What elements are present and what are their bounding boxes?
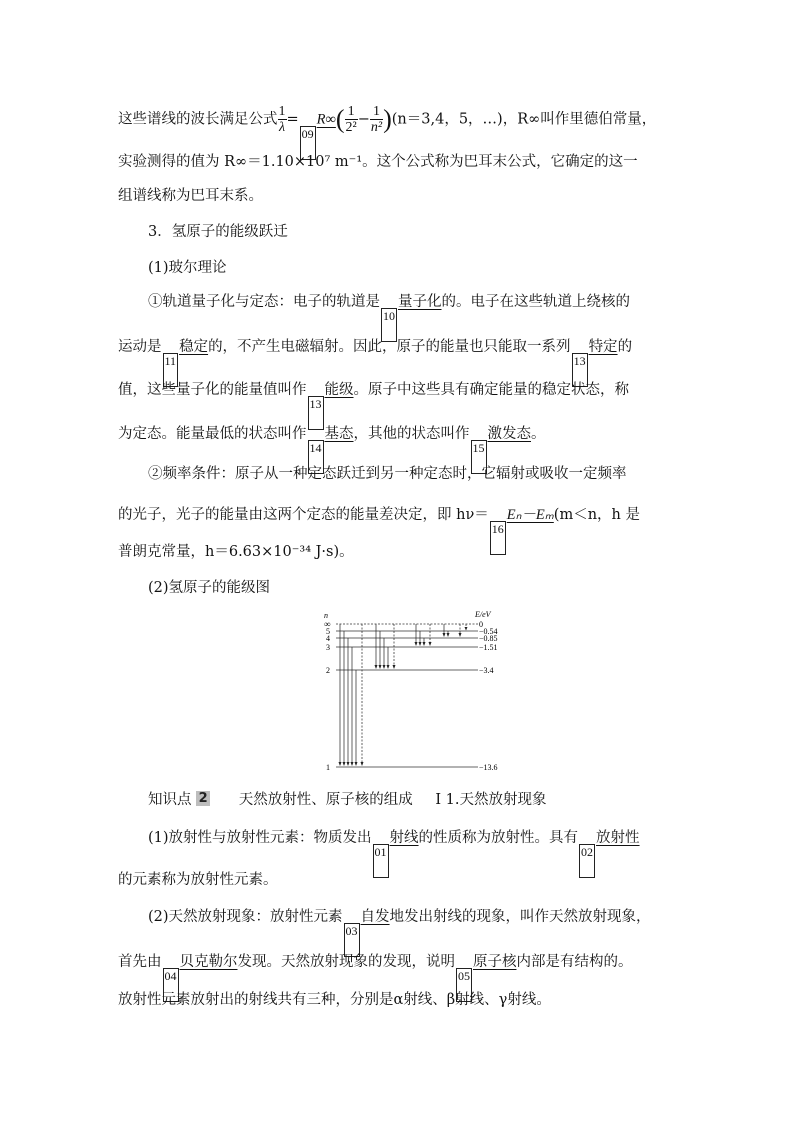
text: 地发出射线的现象，叫作天然放射现象， — [389, 909, 651, 925]
answer: 射线 — [389, 830, 419, 846]
text: 首先由 — [118, 954, 162, 970]
answer: 量子化 — [398, 294, 442, 310]
fraction-1-over-2sq — [345, 104, 358, 135]
answer: 激发态 — [487, 426, 531, 442]
minus-sign: − — [357, 111, 370, 128]
text: ①轨道量子化与定态：电子的轨道是 — [148, 294, 380, 310]
frac-num: 1 — [345, 104, 358, 120]
level-e-label: −1.51 — [479, 643, 498, 652]
transitions-to-n2 — [376, 624, 394, 668]
text: (2)天然放射现象：放射性元素 — [148, 909, 343, 925]
level-n-label: 3 — [326, 643, 330, 652]
blank-number: 13 — [572, 353, 588, 387]
frac-den: λ — [278, 120, 286, 135]
text: 这些谱线的波长满足公式 — [118, 111, 278, 128]
blank-number: 14 — [308, 440, 324, 474]
frac-num: 1 — [278, 104, 286, 119]
level-e-label: −0.85 — [479, 634, 498, 643]
text: 。 — [531, 426, 546, 442]
text: 为定态。能量最低的状态叫作 — [118, 426, 307, 442]
answer: 能级 — [324, 382, 354, 398]
text: 的性质称为放射性。具有 — [418, 830, 579, 846]
level-n-label: 2 — [326, 666, 330, 675]
level-2 — [326, 666, 494, 675]
n-values: (n＝3,4，5，…)， — [391, 111, 518, 128]
energy-level-diagram — [318, 608, 508, 776]
blank-number: 11 — [163, 353, 179, 387]
blank-number: 04 — [163, 968, 179, 1002]
transitions-to-n3 — [416, 624, 430, 645]
text: ，其他的状态叫作 — [353, 426, 470, 442]
kp-subtitle: Ⅰ 1.天然放射现象 — [435, 792, 547, 808]
paren-close: ) — [383, 104, 392, 134]
arrowheads-n5 — [465, 627, 468, 631]
paren-open: ( — [335, 104, 345, 134]
freq-line-1: ②频率条件：原子从一种定态跃迁到另一种定态时，它辐射或吸收一定频率 — [148, 466, 627, 482]
blank-number: 15 — [471, 440, 487, 474]
fraction-1-over-nsq — [370, 104, 383, 135]
text: R∞叫作里德伯常量， — [517, 111, 657, 128]
arrowheads-n3 — [415, 642, 432, 646]
eq-sign: = — [286, 111, 299, 128]
level-n-label: ∞ — [324, 619, 331, 629]
arrowheads-n4 — [443, 633, 462, 637]
balmer-line-2: 实验测得的值为 R∞＝1.10×10⁷ m⁻¹。这个公式称为巴耳末公式，它确定的这一 — [118, 154, 638, 170]
level-e-label: −13.6 — [479, 763, 498, 772]
diagram-title: (2)氢原子的能级图 — [148, 580, 271, 596]
blank-number: 02 — [579, 844, 595, 878]
kp2-heading — [148, 790, 678, 810]
text: (m＜n，h 是 — [553, 507, 640, 523]
text: 的 — [617, 339, 633, 355]
text: 。原子中这些具有确定能量的稳定状态，称 — [353, 382, 629, 398]
text: 值，这些量子化的能量值叫作 — [118, 382, 307, 398]
text: (1)放射性与放射性元素：物质发出 — [148, 830, 372, 846]
blank-number: 05 — [456, 968, 472, 1002]
text: 的，不产生电磁辐射。因此，原子的能量也只能取一系列 — [208, 339, 571, 355]
level-5 — [326, 627, 498, 636]
text: 运动是 — [118, 339, 162, 355]
bohr-line-1 — [148, 292, 678, 342]
text: 发现。天然放射现象的发现，说明 — [237, 954, 455, 970]
answer: 特定 — [588, 339, 618, 355]
blank-number: 13 — [308, 396, 324, 430]
transitions-to-n1 — [340, 624, 362, 765]
kp-badge: 2 — [196, 791, 210, 806]
answer: Eₙ－Eₘ — [506, 507, 554, 523]
level-e-label: 0 — [479, 620, 483, 629]
subsection-bohr: (1)玻尔理论 — [148, 260, 227, 276]
answer: 自发 — [360, 909, 390, 925]
arrowheads-n1 — [339, 762, 364, 766]
text: 的光子，光子的能量由这两个定态的能量差决定，即 hν＝ — [118, 507, 489, 523]
level-n-label: 4 — [326, 634, 330, 643]
level-4 — [326, 634, 498, 643]
level-n-label: 5 — [326, 627, 330, 636]
blank-number: 01 — [373, 844, 389, 878]
r-infinity: R∞ — [316, 111, 336, 128]
text: 的。电子在这些轨道上绕核的 — [441, 294, 630, 310]
blank-number: 09 — [300, 126, 316, 160]
fraction-1-over-lambda — [278, 104, 287, 135]
answer: 稳定 — [179, 339, 209, 355]
answer: 原子核 — [473, 954, 517, 970]
bohr-line-3 — [118, 380, 678, 430]
kp-title: 天然放射性、原子核的组成 — [238, 792, 413, 808]
blank-number: 03 — [344, 923, 360, 957]
arrowheads-n2 — [375, 665, 396, 669]
kp2-line-5: 放射性元素放射出的射线共有三种，分别是α射线、β射线、γ射线。 — [118, 992, 551, 1008]
blank-number: 10 — [381, 308, 397, 342]
section-heading: 3．氢原子的能级跃迁 — [148, 224, 288, 240]
level-n-label: 1 — [326, 763, 330, 772]
answer: 贝克勒尔 — [179, 954, 238, 970]
kp2-line-3 — [148, 907, 678, 957]
frac-den: 2² — [345, 120, 357, 135]
freq-line-3: 普朗克常量，h＝6.63×10⁻³⁴ J·s)。 — [118, 544, 354, 560]
balmer-line-3: 组谱线称为巴耳末系。 — [118, 188, 263, 204]
axis-e-label: E/eV — [475, 610, 491, 619]
kp2-line-2: 的元素称为放射性元素。 — [118, 872, 278, 888]
text: 内部是有结构的。 — [516, 954, 633, 970]
level-e-label: −3.4 — [479, 666, 494, 675]
blank-number: 16 — [490, 521, 506, 555]
answer: 放射性 — [596, 830, 640, 846]
frac-den: n² — [370, 120, 383, 135]
level-infinity — [324, 619, 483, 629]
kp-label: 知识点 — [148, 792, 192, 808]
transitions-to-n4 — [444, 624, 460, 636]
frac-num: 1 — [370, 104, 383, 120]
answer: 基态 — [324, 426, 354, 442]
level-e-label: −0.54 — [479, 627, 498, 636]
axis-n-label: n — [324, 611, 328, 620]
